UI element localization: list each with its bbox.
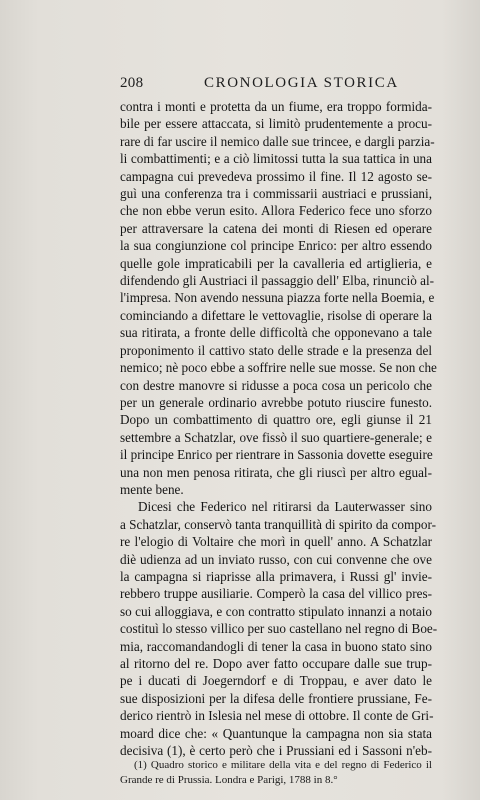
text-line: pe i ducati di Joegerndorf e di Troppau, e aver dato le (120, 673, 432, 689)
body-text (120, 98, 438, 759)
text-line: sue disposizioni per la difesa delle frontiere prussiane, Fe- (120, 690, 432, 706)
paragraph-start-line: Dicesi che Federico nel ritirarsi da Lauterwasser sino (138, 499, 432, 515)
text-line: rare di far uscire il nemico dalle sue trincee, e dargli parzia- (120, 133, 435, 149)
text-line: difendendo gli Austriaci il passaggio dell' Elba, rinunciò al- (120, 273, 435, 289)
text-line: nemico; nè poco ebbe a soffrire nelle sue mosse. Se non che (120, 360, 437, 376)
footnote-line: (1) Quadro storico e militare della vita e del regno di Federico il (134, 759, 432, 771)
text-line: Dopo un combattimento di quattro ore, egli giunse il 21 (120, 412, 432, 428)
text-line: mia, raccomandandogli di tener la casa in buono stato sino (120, 638, 432, 654)
footnote (120, 758, 432, 788)
text-line: re l'elogio di Voltaire che morì in quell' anno. A Schatzlar (120, 534, 432, 550)
text-line: derico rientrò in Islesia nel mese di ottobre. Il conte de Gri- (120, 708, 434, 724)
text-line: guì una conferenza tra i commissarii austriaci e prussiani, (120, 186, 432, 202)
text-line: che non ebbe verun esito. Allora Federico fece uno sforzo (120, 203, 432, 219)
text-line: con destre manovre si ridusse a poca cosa un pericolo che (120, 377, 432, 393)
text-line: proponimento il cattivo stato delle strade e la presenza del (120, 342, 432, 358)
text-line: l'impresa. Non avendo nessuna piazza forte nella Boemia, e (120, 290, 435, 306)
text-line: per un generale ordinario avrebbe potuto riuscire funesto. (120, 394, 432, 410)
text-line: decisiva (1), è certo però che i Prussiani ed i Sassoni n'eb- (120, 743, 432, 759)
text-line: una non men penosa ritirata, che gli riuscì per altro egual- (120, 464, 432, 480)
text-line: per attraversare la catena dei monti di Riesen ed operare (120, 220, 432, 236)
page-number: 208 (120, 75, 144, 91)
text-line: al ritorno del re. Dopo aver fatto occupare dalle sue trup- (120, 656, 432, 671)
text-line: li combattimenti; e a ciò limitossi tutta la sua tattica in una (120, 151, 432, 167)
text-line: contra i monti e protetta da un fiume, era troppo formida- (120, 99, 432, 114)
text-line: settembre a Schatzlar, ove fissò il suo quartiere-generale; e (120, 429, 432, 445)
text-line: campagna cui prevedeva prossimo il fine. Il 12 agosto se- (120, 168, 432, 184)
text-line: costituì lo stesso villico per suo castellano nel regno di Boe- (120, 621, 438, 637)
paragraph-end-line: mente bene. (120, 481, 184, 497)
text-line: a Schatzlar, conservò tanta tranquillità di spirito da compor- (120, 516, 436, 532)
running-title: CRONOLOGIA STORICA (204, 75, 399, 91)
text-line: diè udienza ad un inviato russo, con cui convenne che ove (120, 551, 432, 567)
text-line: moard dice che: « Quantunque la campagna non sia stata (120, 725, 432, 741)
footnote-line: Grande re di Prussia. Londra e Parigi, 1788 in 8.° (120, 774, 338, 786)
text-line: bile per essere attaccata, si limitò prudentemente a procu- (120, 116, 432, 132)
text-line: so cui alloggiava, e con contratto stipulato innanzi a notaio (120, 603, 432, 619)
text-line: la sua congiunzione col principe Enrico: per altro essendo (120, 238, 432, 254)
text-line: quelle gole impraticabili per la cavalleria ed artiglieria, e (120, 255, 432, 271)
text-line: il principe Enrico per rientrare in Sassonia dovette eseguire (120, 447, 433, 463)
text-line: la campagna si riaprisse alla primavera, i Russi gl' invie- (120, 568, 432, 584)
text-line: rebbero truppe ausiliarie. Comperò la casa del villico pres- (120, 586, 432, 602)
text-line: cominciando a difettare le vettovaglie, risolse di operare la (120, 307, 432, 323)
page-header (120, 75, 430, 95)
text-line: sua ritirata, a fronte delle difficoltà che opponevano a tale (120, 325, 432, 341)
